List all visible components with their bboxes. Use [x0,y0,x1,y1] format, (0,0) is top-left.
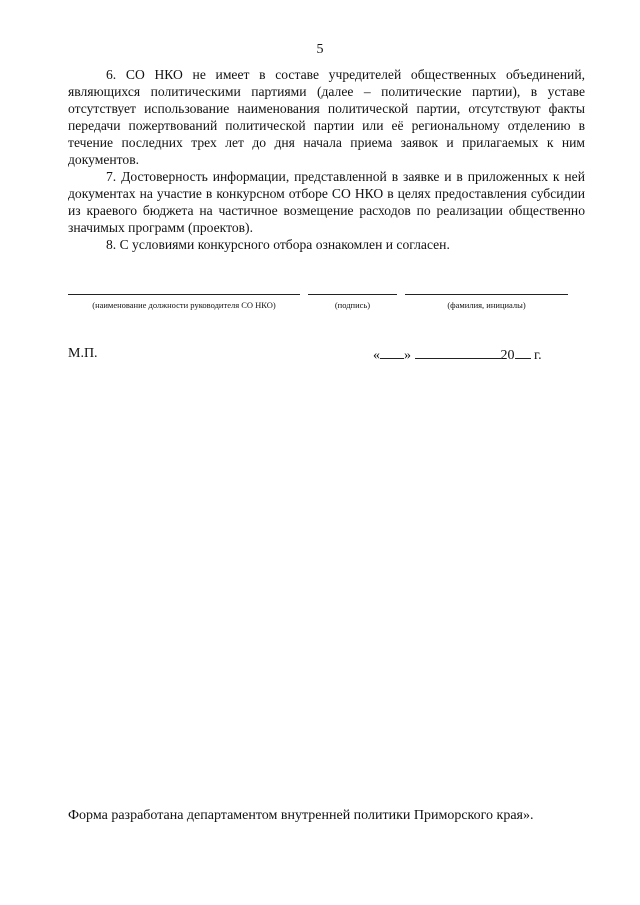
paragraph-7: 7. Достоверность информации, представленной в заявке и в приложенных к ней документах на участие в конкурсном отборе СО НКО в целях предоставления субсидии из краевого бюджета на частичное возмещение расходов по реализации общественно значимых программ (проектов). [68,169,585,235]
stamp-label: М.П. [68,346,98,361]
name-caption: (фамилия, инициалы) [447,300,526,310]
paragraph-6: 6. СО НКО не имеет в составе учредителей общественных объединений, являющихся политическими партиями (далее – политические партии), в уставе отсутствует использование наименования политической партии, отсутствуют факты передачи пожертвований политической партии или её региональному отделению в течение последних трех лет до дня начала приема заявок и прилагаемых к ним документов. [68,67,585,167]
page-number: 5 [316,42,324,57]
document-body [68,66,585,253]
signature-caption: (подпись) [334,300,371,310]
signature-line [308,294,397,295]
name-line [405,294,568,295]
year-blank [515,346,531,359]
date-open-quote: « [373,348,380,363]
paragraph-8: 8. С условиями конкурсного отбора ознакомлен и согласен. [106,237,450,252]
position-caption: (наименование должности руководителя СО НКО) [92,300,276,310]
date-field [373,346,542,364]
year-suffix: г. [534,348,542,363]
month-blank [415,346,501,359]
position-line [68,294,300,295]
year-prefix: 20 [500,348,515,363]
footer-note: Форма разработана департаментом внутренней политики Приморского края». [68,808,534,823]
day-blank [380,346,404,359]
date-close-quote: » [404,348,411,363]
